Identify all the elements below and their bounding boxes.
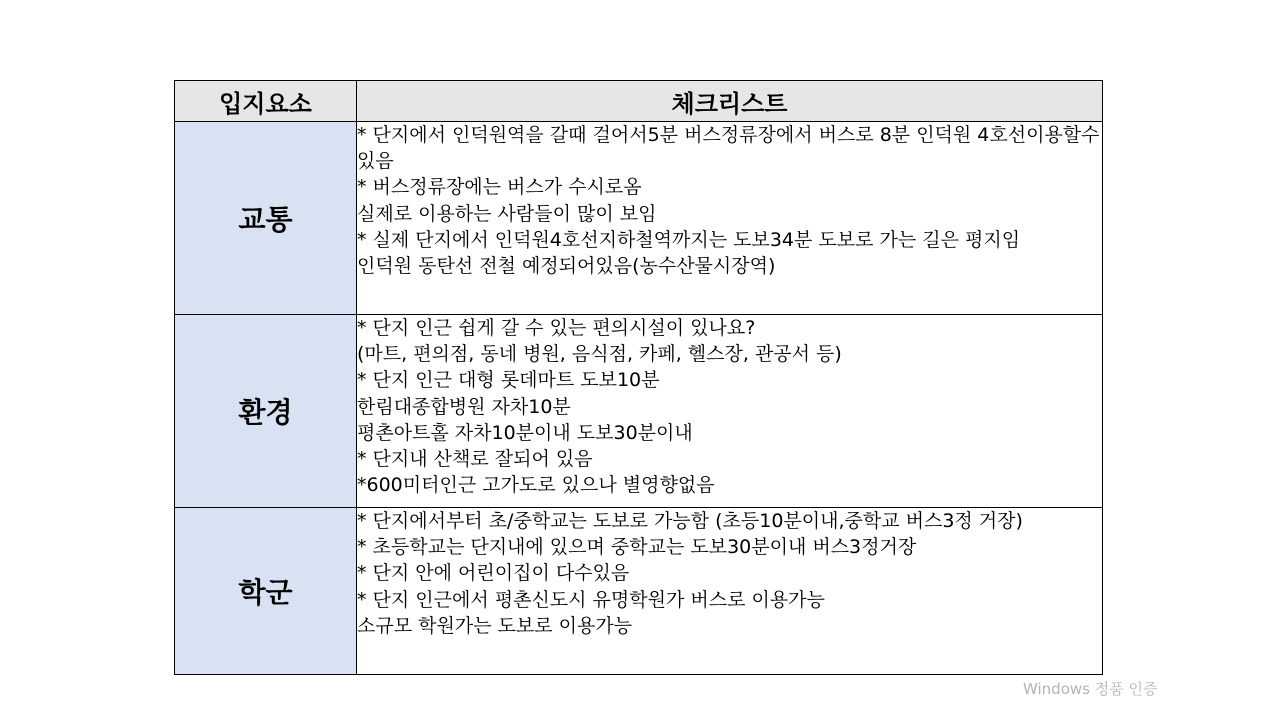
table-header-row — [175, 81, 1103, 122]
location-checklist-table — [174, 80, 1103, 675]
checklist-line: * 버스정류장에는 버스가 수시로옴 — [357, 176, 642, 199]
checklist-line: 인덕원 동탄선 전철 예정되어있음(농수산물시장역) — [357, 255, 776, 278]
checklist-line: 소규모 학원가는 도보로 이용가능 — [357, 614, 633, 637]
table-row-transport — [175, 122, 1103, 315]
checklist-line: * 단지 인근 대형 롯데마트 도보10분 — [357, 369, 660, 392]
checklist-line: (마트, 편의점, 동네 병원, 음식점, 카페, 헬스장, 관공서 등) — [357, 343, 842, 366]
checklist-line: * 단지 안에 어린이집이 다수있음 — [357, 562, 630, 585]
checklist-transport — [357, 122, 1103, 315]
checklist-line: 평촌아트홀 자차10분이내 도보30분이내 — [357, 421, 693, 444]
checklist-line: *600미터인근 고가도로 있으나 별영향없음 — [357, 474, 715, 497]
checklist-line: * 단지 인근에서 평촌신도시 유명학원가 버스로 이용가능 — [357, 588, 825, 611]
checklist-line: 한림대종합병원 자차10분 — [357, 395, 571, 418]
checklist-line: * 초등학교는 단지내에 있으며 중학교는 도보30분이내 버스3정거장 — [357, 536, 917, 559]
windows-activation-watermark: Windows 정품 인증 — [1023, 680, 1158, 698]
checklist-line: * 단지에서부터 초/중학교는 도보로 가능함 (초등10분이내,중학교 버스3정 거장) — [357, 510, 1023, 532]
checklist-line: * 실제 단지에서 인덕원4호선지하철역까지는 도보34분 도보로 가는 길은 평지임 — [357, 228, 1021, 251]
checklist-line: 실제로 이용하는 사람들이 많이 보임 — [357, 202, 657, 225]
checklist-environment — [357, 315, 1103, 508]
checklist-line: * 단지내 산책로 잘되어 있음 — [357, 448, 593, 471]
checklist-school-district — [357, 508, 1103, 675]
header-location-factor: 입지요소 — [175, 81, 357, 122]
table-row-environment — [175, 315, 1103, 508]
header-checklist: 체크리스트 — [357, 81, 1103, 122]
checklist-line: * 단지 인근 쉽게 갈 수 있는 편의시설이 있나요? — [357, 317, 756, 339]
category-transport: 교통 — [175, 122, 357, 315]
category-environment: 환경 — [175, 315, 357, 508]
table-row-school-district — [175, 508, 1103, 675]
checklist-line: * 단지에서 인덕원역을 갈때 걸어서5분 버스정류장에서 버스로 8분 인덕원 4호선이용할수 있음 — [357, 124, 1100, 173]
category-school-district: 학군 — [175, 508, 357, 675]
